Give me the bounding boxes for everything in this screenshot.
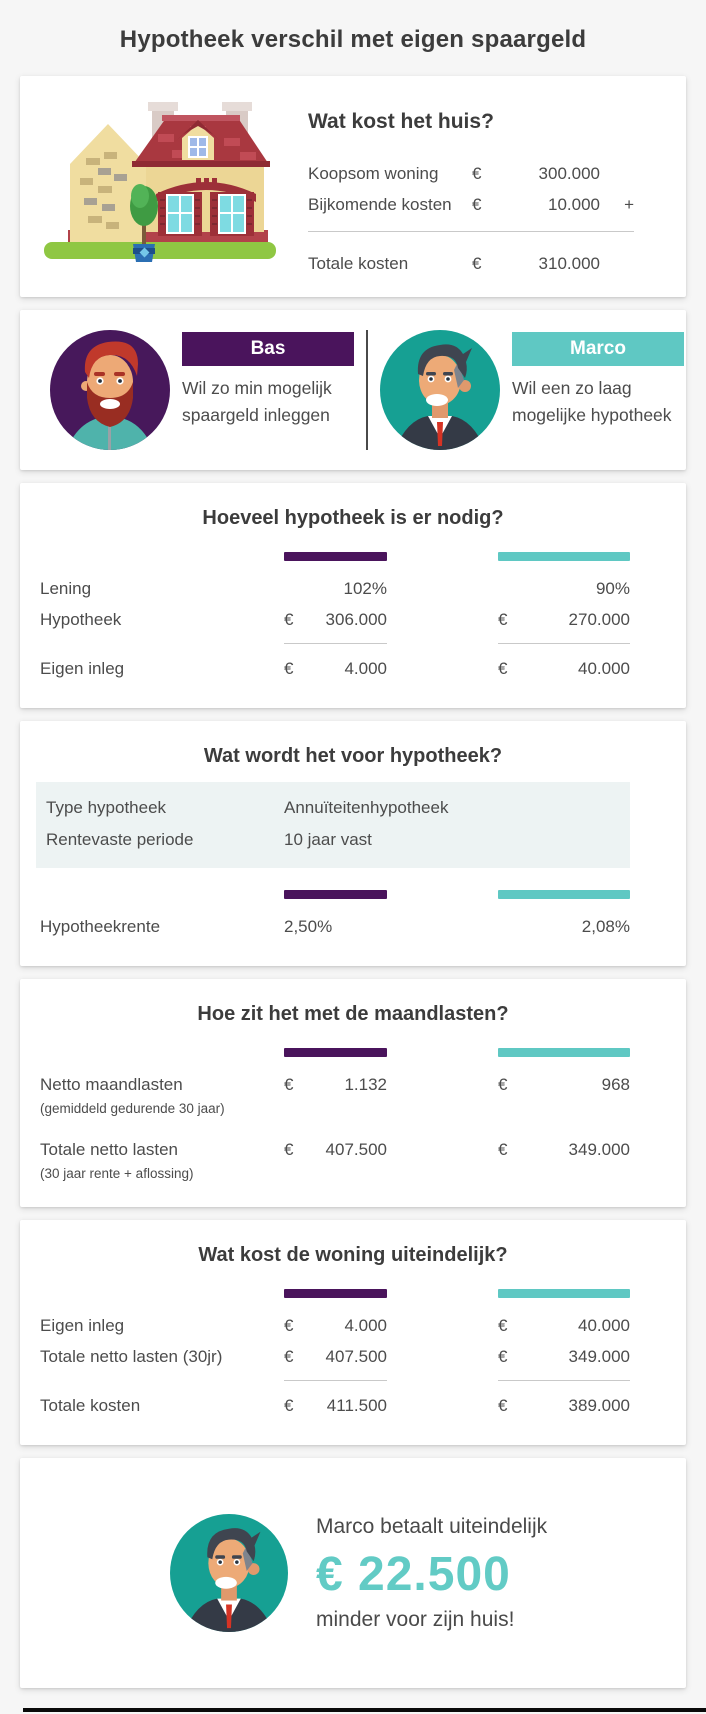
marco-value: 2,08% (581, 917, 630, 936)
mortgage-type-info-box (36, 782, 630, 868)
marco-value: 40.000 (578, 659, 630, 678)
mortgage-type-heading: Wat wordt het voor hypotheek? (203, 745, 503, 767)
final-cost-heading: Wat kost de woning uiteindelijk? (198, 1244, 508, 1266)
house-cost-heading: Wat kost het huis? (308, 110, 494, 133)
mortgage-need-card (20, 483, 686, 708)
currency-symbol: € (498, 1316, 508, 1335)
currency-symbol: € (284, 1347, 294, 1366)
house-cost-content (308, 94, 634, 279)
bas-cell (284, 573, 387, 604)
marco-value: 968 (601, 1075, 630, 1094)
persona-bas (50, 330, 354, 450)
row-suffix (600, 248, 634, 279)
row-totale-netto-lasten (40, 1134, 630, 1183)
row-lening (40, 573, 630, 604)
row-value: Annuïteitenhypotheek (284, 798, 449, 817)
bas-avatar (50, 330, 170, 450)
bas-info (182, 330, 354, 450)
sum-lines (40, 643, 630, 644)
spacer (40, 643, 284, 644)
column-bars (40, 1289, 630, 1298)
bas-value: 407.500 (325, 1347, 387, 1366)
cost-row-total (308, 248, 634, 279)
bas-cell (284, 911, 387, 942)
column-gap (387, 890, 498, 899)
mortgage-type-card (20, 721, 686, 966)
bas-cell (284, 1134, 387, 1165)
bas-value: 411.500 (326, 1396, 387, 1415)
marco-avatar-icon (170, 1514, 288, 1632)
marco-info (512, 330, 684, 450)
marco-value: 349.000 (568, 1347, 630, 1366)
row-value: 310.000 (538, 254, 600, 273)
bas-description: Wil zo min mogelijk spaargeld inleggen (182, 378, 332, 425)
column-bars (40, 890, 630, 899)
column-gap (387, 604, 498, 635)
currency-symbol: € (472, 254, 482, 273)
row-hypotheekrente (40, 911, 630, 942)
sum-line (498, 1380, 630, 1381)
bottom-border (23, 1708, 706, 1712)
conclusion-amount: € 22.500 (316, 1547, 511, 1601)
row-eigen-inleg (40, 653, 630, 684)
column-gap (387, 653, 498, 684)
final-cost-card (20, 1220, 686, 1445)
info-row-type (46, 792, 630, 824)
sum-line (284, 643, 387, 644)
info-row-periode (46, 824, 630, 856)
spacer (40, 1048, 284, 1057)
currency-symbol: € (284, 1316, 294, 1335)
currency-symbol: € (498, 1347, 508, 1366)
marco-cell (498, 573, 630, 604)
currency-symbol: € (472, 195, 482, 214)
marco-value: 90% (595, 579, 630, 598)
cost-row-koopsom (308, 158, 634, 189)
bas-value: 407.500 (325, 1140, 387, 1159)
bas-bar (284, 1289, 387, 1298)
column-gap (387, 1310, 498, 1341)
mortgage-rate-table (20, 890, 686, 966)
row-value: 10.000 (548, 195, 600, 214)
row-label: Rentevaste periode (46, 830, 194, 849)
row-value: 300.000 (538, 164, 600, 183)
marco-name-badge: Marco (512, 332, 684, 366)
row-label: Totale netto lasten (30jr) (40, 1347, 223, 1366)
sum-line (498, 643, 630, 644)
spacer (40, 890, 284, 899)
row-eigen-inleg (40, 1310, 630, 1341)
row-label: Netto maandlasten (40, 1075, 183, 1094)
mortgage-need-table (20, 552, 686, 708)
final-cost-table (20, 1289, 686, 1445)
marco-description: Wil een zo laag mogelijke hypotheek (512, 378, 672, 425)
marco-cell (498, 1390, 630, 1421)
marco-cell (498, 1310, 630, 1341)
row-label: Hypotheekrente (40, 917, 161, 936)
sum-lines (40, 1380, 630, 1381)
spacer (40, 1380, 284, 1381)
currency-symbol: € (472, 164, 482, 183)
row-totale-kosten (40, 1390, 630, 1421)
currency-symbol: € (284, 610, 294, 629)
marco-bar (498, 552, 630, 561)
marco-cell (498, 1134, 630, 1165)
bas-value: 4.000 (344, 659, 387, 678)
row-label: Totale netto lasten (40, 1140, 178, 1159)
bas-cell (284, 1341, 387, 1372)
currency-symbol: € (284, 1075, 294, 1094)
conclusion-outro: minder voor zijn huis! (316, 1607, 515, 1631)
marco-cell (498, 911, 630, 942)
bas-bar (284, 890, 387, 899)
marco-cell (498, 1069, 630, 1100)
currency-symbol: € (498, 659, 508, 678)
row-totale-netto-lasten-30jr (40, 1341, 630, 1372)
bas-value: 1.132 (344, 1075, 387, 1094)
bas-value: 306.000 (325, 610, 387, 629)
row-label: Koopsom woning (308, 164, 439, 183)
row-value: 10 jaar vast (284, 830, 372, 849)
currency-symbol: € (498, 1396, 508, 1415)
row-netto-maandlasten (40, 1069, 630, 1118)
marco-value: 40.000 (578, 1316, 630, 1335)
marco-bar (498, 1048, 630, 1057)
bas-name-badge: Bas (182, 332, 354, 366)
row-label: Lening (40, 579, 92, 598)
currency-symbol: € (498, 1140, 508, 1159)
row-label: Eigen inleg (40, 1316, 125, 1335)
bas-cell (284, 1390, 387, 1421)
row-label: Hypotheek (40, 610, 122, 629)
sum-line (308, 231, 634, 232)
column-gap (387, 1289, 498, 1298)
bas-value: 102% (343, 579, 387, 598)
house-cost-card (20, 76, 686, 297)
bas-cell (284, 1069, 387, 1100)
mortgage-need-heading: Hoeveel hypotheek is er nodig? (202, 507, 504, 529)
column-gap (387, 573, 498, 604)
row-suffix (600, 158, 634, 189)
column-gap (387, 643, 498, 644)
currency-symbol: € (498, 610, 508, 629)
vertical-divider (366, 330, 368, 450)
currency-symbol: € (284, 659, 294, 678)
conclusion-intro: Marco betaalt uiteindelijk (316, 1514, 548, 1538)
house-icon (40, 94, 280, 264)
row-label-group (40, 1069, 284, 1118)
sum-line (284, 1380, 387, 1381)
column-gap (387, 1380, 498, 1381)
conclusion-card (20, 1458, 686, 1688)
marco-value: 349.000 (568, 1140, 630, 1159)
marco-cell (498, 1341, 630, 1372)
marco-avatar-large (170, 1514, 288, 1632)
spacer (40, 552, 284, 561)
marco-value: 270.000 (568, 610, 630, 629)
row-label: Totale kosten (308, 254, 409, 273)
bas-cell (284, 604, 387, 635)
row-sublabel: (gemiddeld gedurende 30 jaar) (40, 1101, 225, 1116)
marco-bar (498, 890, 630, 899)
bas-value: 2,50% (284, 917, 333, 936)
column-gap (387, 1341, 498, 1372)
marco-bar (498, 1289, 630, 1298)
bas-avatar-icon (50, 330, 170, 450)
personas-card (20, 310, 686, 470)
house-illustration (40, 94, 280, 264)
bas-cell (284, 653, 387, 684)
column-bars (40, 552, 630, 561)
page-title: Hypotheek verschil met eigen spaargeld (119, 26, 587, 53)
row-hypotheek (40, 604, 630, 635)
monthly-costs-table (20, 1048, 686, 1207)
row-label: Type hypotheek (46, 798, 167, 817)
row-label: Bijkomende kosten (308, 195, 452, 214)
monthly-costs-heading: Hoe zit het met de maandlasten? (197, 1003, 509, 1025)
column-gap (387, 911, 498, 942)
cost-row-bijkomend (308, 189, 634, 220)
column-gap (387, 1048, 498, 1057)
column-bars (40, 1048, 630, 1057)
currency-symbol: € (284, 1140, 294, 1159)
persona-marco (380, 330, 684, 450)
plus-sign: + (624, 195, 634, 214)
marco-value: 389.000 (568, 1396, 630, 1415)
row-label: Eigen inleg (40, 659, 125, 678)
row-label-group (40, 1134, 284, 1183)
currency-symbol: € (498, 1075, 508, 1094)
marco-avatar-icon (380, 330, 500, 450)
column-gap (387, 1390, 498, 1421)
cards-container (20, 76, 686, 1688)
bas-bar (284, 1048, 387, 1057)
bas-value: 4.000 (344, 1316, 387, 1335)
conclusion-text (316, 1515, 547, 1632)
currency-symbol: € (284, 1396, 294, 1415)
column-gap (387, 552, 498, 561)
monthly-costs-card (20, 979, 686, 1207)
marco-cell (498, 604, 630, 635)
spacer (40, 1118, 630, 1134)
marco-cell (498, 653, 630, 684)
row-label: Totale kosten (40, 1396, 141, 1415)
bas-cell (284, 1310, 387, 1341)
spacer (40, 1289, 284, 1298)
bas-bar (284, 552, 387, 561)
row-sublabel: (30 jaar rente + aflossing) (40, 1166, 194, 1181)
marco-avatar (380, 330, 500, 450)
